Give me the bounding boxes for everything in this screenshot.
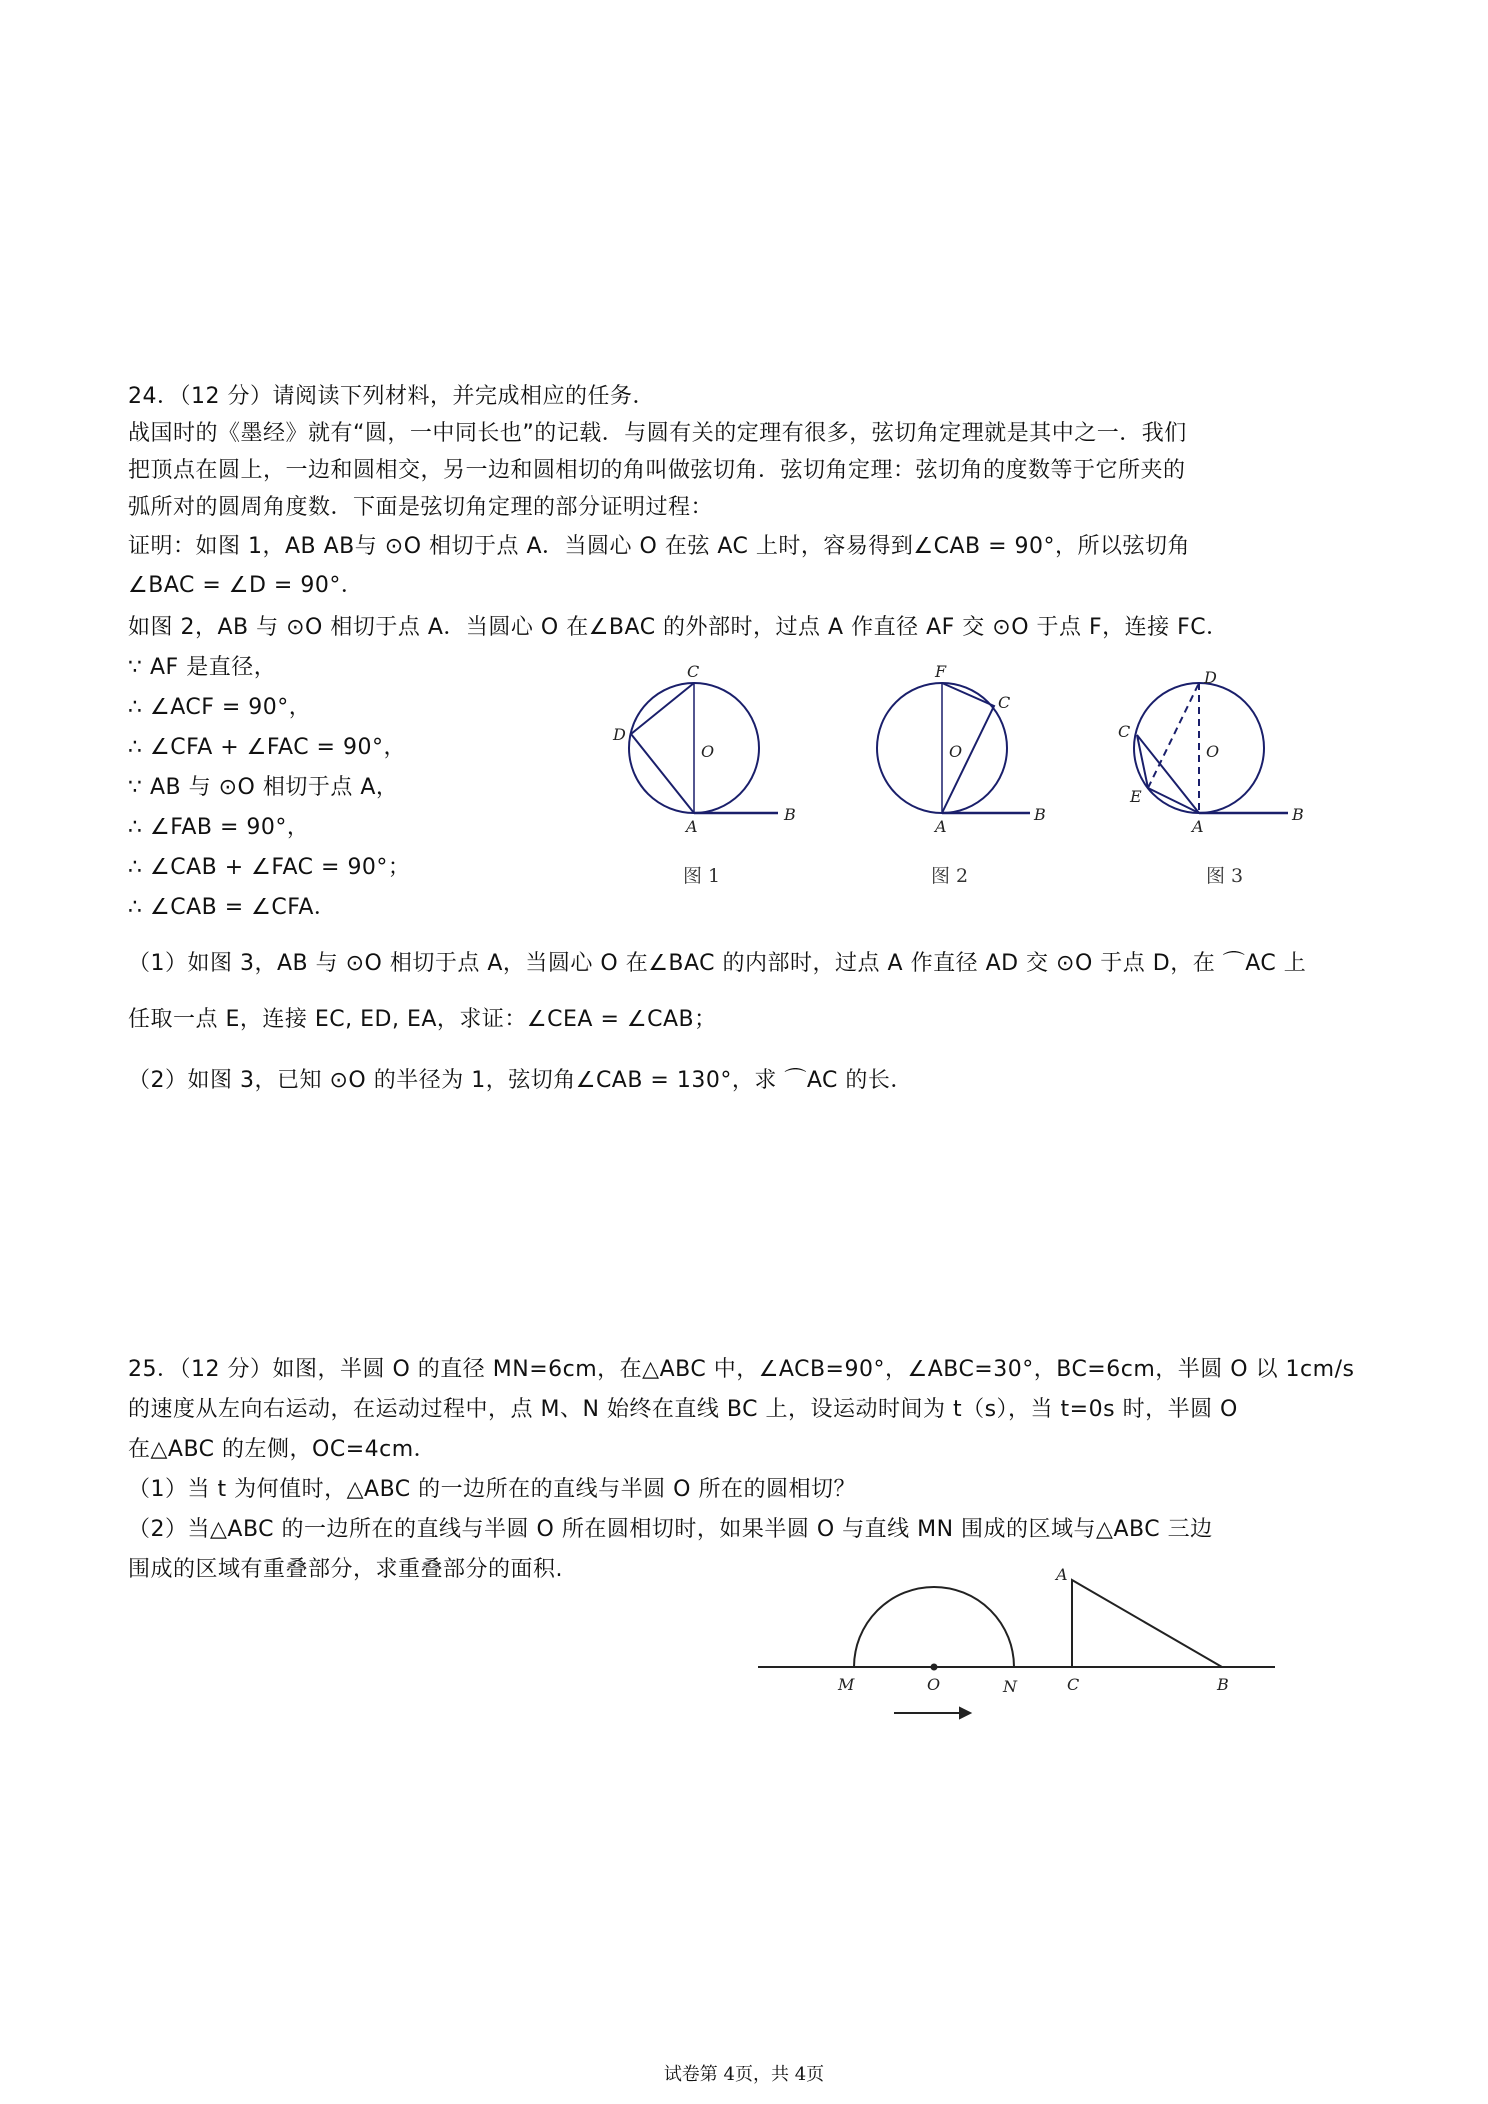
figure-1-label-a: A [686, 817, 698, 836]
q24-step-2: ∴ ∠ACF = 90°， [128, 695, 312, 720]
figure-2-circle [877, 683, 1007, 813]
q24-step-1: ∵ AF 是直径， [128, 655, 277, 680]
figure-1 [629, 683, 778, 813]
q24-step-3: ∴ ∠CFA + ∠FAC = 90°， [128, 735, 406, 760]
figure-1-caption: 图 1 [683, 865, 721, 887]
q25-label-a: A [1056, 1565, 1068, 1584]
figure-3 [1134, 683, 1288, 813]
q25-center-dot [931, 1664, 938, 1671]
q25-triangle-abc [1072, 1580, 1222, 1667]
q25-label-c: C [1067, 1675, 1080, 1694]
q25-label-b: B [1217, 1675, 1229, 1694]
figure-1-label-o: O [701, 742, 715, 761]
figure-2 [877, 683, 1030, 813]
q25-line-6: 围成的区域有重叠部分，求重叠部分的面积. [128, 1557, 563, 1582]
q25-label-m: M [838, 1675, 855, 1694]
q25-line-3: 在△ABC 的左侧，OC=4cm． [128, 1437, 437, 1462]
figure-1-label-c: C [687, 662, 700, 681]
figure-1-label-d: D [613, 725, 626, 744]
figure-3-segment-ed [1148, 683, 1199, 788]
q24-proof-2: 如图 2，AB 与 ⊙O 相切于点 A．当圆心 O 在∠BAC 的外部时，过点 A 作直径 AF 交 ⊙O 于点 F，连接 FC． [128, 615, 1229, 640]
q24-step-4: ∵ AB 与 ⊙O 相切于点 A， [128, 775, 399, 800]
figure-3-label-a: A [1192, 817, 1204, 836]
figure-3-label-d: D [1204, 668, 1217, 687]
q25-motion-arrowhead [960, 1708, 970, 1718]
q24-step-7: ∴ ∠CAB = ∠CFA． [128, 895, 337, 920]
q24-intro-line-2: 把顶点在圆上，一边和圆相交，另一边和圆相切的角叫做弦切角．弦切角定理：弦切角的度数等于它所夹的 [128, 458, 1186, 483]
figure-2-label-a: A [935, 817, 947, 836]
q25-line-2: 的速度从左向右运动，在运动过程中，点 M、N 始终在直线 BC 上，设运动时间为 t（s），当 t=0s 时，半圆 O [128, 1397, 1238, 1422]
figure-1-chords-cd-da [631, 683, 694, 813]
figure-3-label-b: B [1292, 805, 1304, 824]
q24-step-5: ∴ ∠FAB = 90°， [128, 815, 310, 840]
figure-2-chords-fc-ca [942, 683, 994, 813]
figure-1-label-b: B [784, 805, 796, 824]
figure-2-label-f: F [935, 662, 947, 681]
q24-proof-1b: ∠BAC = ∠D = 90°． [128, 573, 364, 598]
q25-line-4: （1）当 t 为何值时，△ABC 的一边所在的直线与半圆 O 所在的圆相切？ [128, 1477, 856, 1502]
figure-2-label-c: C [998, 693, 1011, 712]
q24-task-2: （2）如图 3，已知 ⊙O 的半径为 1，弦切角∠CAB = 130°，求 ⌒AC 的长． [128, 1068, 913, 1093]
q24-step-6: ∴ ∠CAB + ∠FAC = 90°； [128, 855, 411, 880]
figure-3-label-o: O [1206, 742, 1220, 761]
q24-intro-line-3: 弧所对的圆周角度数．下面是弦切角定理的部分证明过程： [128, 495, 714, 520]
figure-1-circle [629, 683, 759, 813]
q24-proof-1: 证明：如图 1，AB AB与 ⊙O 相切于点 A．当圆心 O 在弦 AC 上时，容易得到∠CAB = 90°，所以弦切角 [128, 534, 1191, 559]
figure-3-circle [1134, 683, 1264, 813]
q24-task-1a: （1）如图 3，AB 与 ⊙O 相切于点 A，当圆心 O 在∠BAC 的内部时，过点 A 作直径 AD 交 ⊙O 于点 D，在 ⌒AC 上 [128, 951, 1307, 976]
page-footer: 试卷第 4页，共 4页 [663, 2064, 825, 2085]
q25-semicircle [854, 1587, 1014, 1667]
figure-3-label-e: E [1130, 787, 1142, 806]
figure-2-caption: 图 2 [931, 865, 969, 887]
q25-line-1: 25．（12 分）如图，半圆 O 的直径 MN=6cm，在△ABC 中，∠ACB=90°，∠ABC=30°，BC=6cm，半圆 O 以 1cm/s [128, 1357, 1355, 1382]
figure-3-label-c: C [1118, 722, 1131, 741]
figure-2-label-o: O [949, 742, 963, 761]
q24-title: 24．（12 分）请阅读下列材料，并完成相应的任务． [128, 384, 655, 409]
q24-task-1b: 任取一点 E，连接 EC, ED, EA，求证：∠CEA = ∠CAB； [128, 1007, 717, 1032]
q25-label-o: O [927, 1675, 941, 1694]
figure-3-caption: 图 3 [1206, 865, 1244, 887]
figure-3-chords [1137, 735, 1199, 813]
figure-2-label-b: B [1034, 805, 1046, 824]
q24-intro-line-1: 战国时的《墨经》就有“圆，一中同长也”的记载．与圆有关的定理有很多，弦切角定理就是其中之一．我们 [128, 421, 1187, 446]
q25-label-n: N [1003, 1677, 1017, 1696]
q25-line-5: （2）当△ABC 的一边所在的直线与半圆 O 所在圆相切时，如果半圆 O 与直线 MN 围成的区域与△ABC 三边 [128, 1517, 1213, 1542]
